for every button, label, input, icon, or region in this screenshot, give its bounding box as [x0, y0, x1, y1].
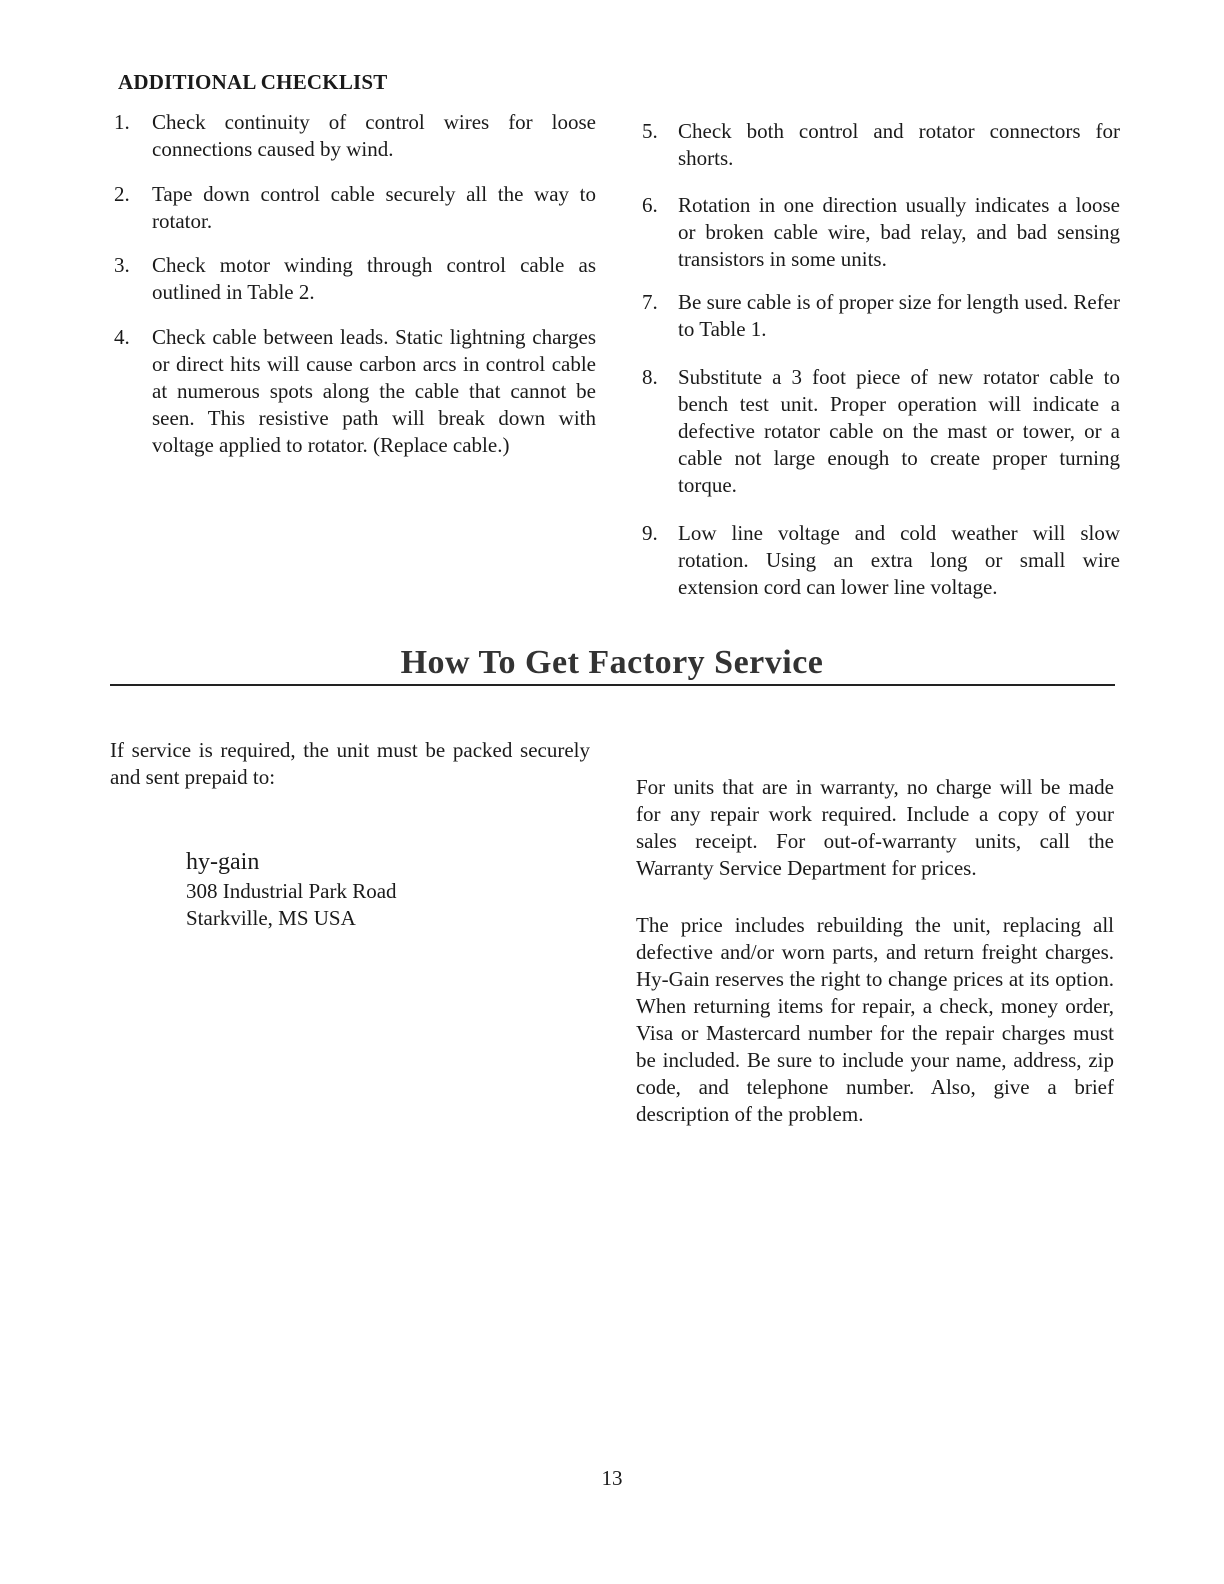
item-text: Check cable between leads. Static lightning charges or direct hits will cause carbon arcs in control cable at numerous spots along the cable that cannot be seen. This resistive path will break down with voltage applied to rotator. (Replace cable.): [152, 325, 596, 457]
item-number: 9.: [642, 521, 658, 545]
checklist-item-9: [642, 520, 1120, 601]
item-number: 4.: [114, 325, 130, 349]
checklist-item-7: [642, 289, 1120, 343]
item-number: 2.: [114, 182, 130, 206]
section-divider: [110, 684, 1115, 686]
item-number: 8.: [642, 365, 658, 389]
item-text: Check both control and rotator connectors for shorts.: [678, 119, 1120, 170]
item-text: Substitute a 3 foot piece of new rotator cable to bench test unit. Proper operation will indicate a defective rotator cable on the mast or tower, or a cable not large enough to create proper turning torque.: [678, 365, 1120, 497]
item-text: Tape down control cable securely all the way to rotator.: [152, 182, 596, 233]
address-company: hy-gain: [186, 849, 260, 875]
item-text: Be sure cable is of proper size for length used. Refer to Table 1.: [678, 290, 1120, 341]
address-street: 308 Industrial Park Road: [186, 879, 397, 903]
checklist-item-5: [642, 118, 1120, 172]
checklist-item-3: [114, 252, 596, 306]
item-number: 5.: [642, 119, 658, 143]
item-number: 7.: [642, 290, 658, 314]
address-city: Starkville, MS USA: [186, 906, 356, 930]
service-intro: If service is required, the unit must be packed securely and sent prepaid to:: [110, 738, 590, 789]
section-title: How To Get Factory Service: [400, 644, 824, 681]
checklist-item-1: [114, 109, 596, 163]
service-address: [186, 846, 397, 932]
page-number: 13: [601, 1466, 623, 1490]
checklist-item-2: [114, 181, 596, 235]
warranty-paragraph: For units that are in warranty, no charge will be made for any repair work required. Include a copy of your sales receipt. For out-of-warranty units, call the Warranty Service Department for prices.: [636, 775, 1114, 880]
item-number: 6.: [642, 193, 658, 217]
item-text: Check motor winding through control cable as outlined in Table 2.: [152, 253, 596, 304]
item-text: Low line voltage and cold weather will slow rotation. Using an extra long or small wire extension cord can lower line voltage.: [678, 521, 1120, 599]
pricing-paragraph: The price includes rebuilding the unit, replacing all defective and/or worn parts, and return freight charges. Hy-Gain reserves the right to change prices at its option. When returning items for repair, a check, money order, Visa or Mastercard number for the repair charges must be included. Be sure to include your name, address, zip code, and telephone number. Also, give a brief description of the problem.: [636, 913, 1114, 1126]
item-text: Rotation in one direction usually indicates a loose or broken cable wire, bad relay, and bad sensing transistors in some units.: [678, 193, 1120, 271]
checklist-item-8: [642, 364, 1120, 499]
item-number: 1.: [114, 110, 130, 134]
item-number: 3.: [114, 253, 130, 277]
checklist-heading: ADDITIONAL CHECKLIST: [118, 70, 388, 94]
item-text: Check continuity of control wires for loose connections caused by wind.: [152, 110, 596, 161]
checklist-item-4: [114, 324, 596, 459]
checklist-item-6: [642, 192, 1120, 273]
